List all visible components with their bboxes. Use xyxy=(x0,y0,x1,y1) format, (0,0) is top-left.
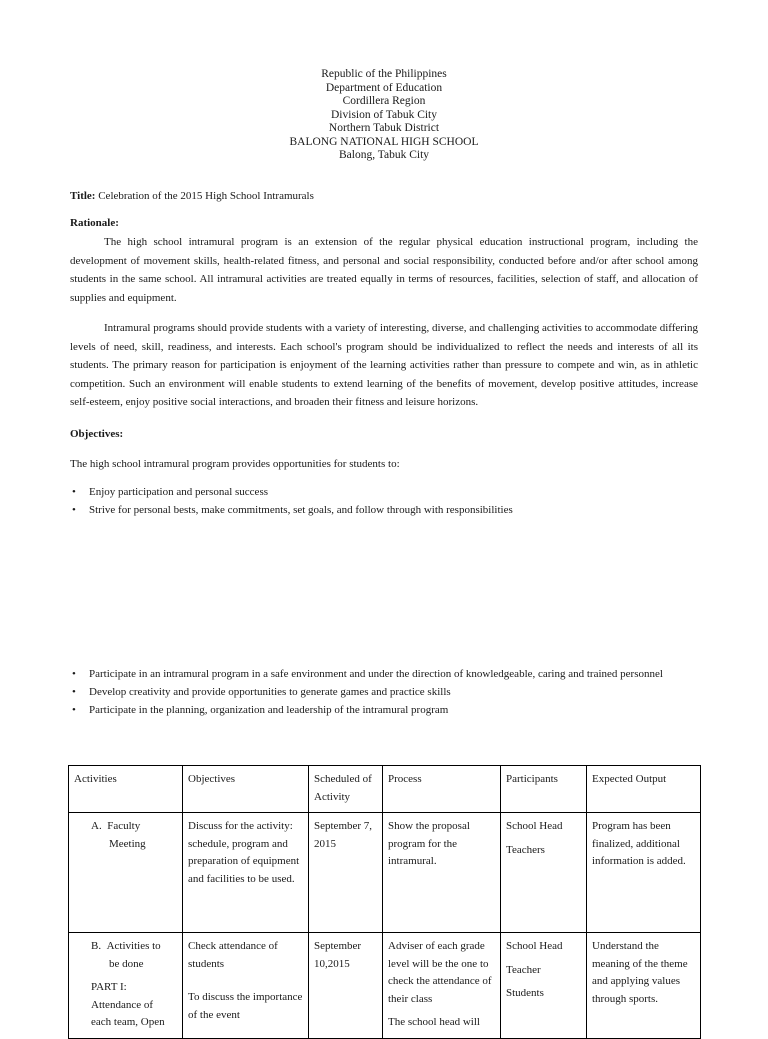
activity-heading xyxy=(91,938,177,956)
table-cell xyxy=(501,813,587,933)
header-line: Division of Tabuk City xyxy=(331,108,437,121)
activity-letter: B. xyxy=(91,940,102,952)
column-header: Participants xyxy=(501,766,587,813)
table-cell: September 7, 2015 xyxy=(309,813,383,933)
activity-plan-table xyxy=(68,765,701,1039)
header-line: Balong, Tabuk City xyxy=(338,149,430,161)
table-row xyxy=(69,813,701,933)
objectives-intro: The high school intramural program provides opportunities for students to: xyxy=(70,458,400,470)
activity-letter: A. xyxy=(91,820,102,832)
objectives-list-b xyxy=(70,665,710,719)
activity-name-cont: Meeting xyxy=(109,837,146,850)
part-text: Attendance of xyxy=(91,998,153,1011)
title-label: Title: xyxy=(70,190,96,202)
table-cell xyxy=(69,813,183,933)
list-item: • Participate in the planning, organization and leadership of the intramural program xyxy=(70,701,710,719)
participant: Students xyxy=(506,987,544,999)
header-line: Republic of the Philippines xyxy=(321,68,447,80)
participant: School Head xyxy=(506,820,563,832)
process-text: The school head will xyxy=(388,1016,480,1028)
process-text: Adviser of each grade level will be the one to check the attendance of their class xyxy=(388,940,492,1005)
title-text: Celebration of the 2015 High School Intramurals xyxy=(98,190,314,202)
objectives-heading: Objectives: xyxy=(70,428,124,440)
table-header-row xyxy=(69,766,701,813)
header-line: Department of Education xyxy=(325,81,443,94)
table-cell: September 10,2015 xyxy=(309,933,383,1039)
activity-name: Activities to xyxy=(106,940,161,952)
part-text: each team, Open xyxy=(91,1016,165,1028)
rationale-paragraph-2: Intramural programs should provide students with a variety of interesting, diverse, and challenging activities to accommodate differing levels of need, skill, readiness, and interests. Each school's program should be individualized to reflect the needs and interests of all its students. The primary reason for participation is enjoyment of the learning activities rather than pressure to compete and win, as in athletic competition. Such an environment will enable students to extend learning of the benefits of movement, develop positive attitudes, increase self-esteem, enjoy positive social interactions, and broaden their fitness and leisure horizons. xyxy=(70,322,698,408)
column-header: Expected Output xyxy=(587,766,701,813)
table-cell: Understand the meaning of the theme and applying values through sports. xyxy=(587,933,701,1039)
column-header: Scheduled of Activity xyxy=(309,766,383,813)
activity-name: Faculty xyxy=(107,820,141,832)
table-cell: Program has been finalized, additional information is added. xyxy=(587,813,701,933)
school-name: BALONG NATIONAL HIGH SCHOOL xyxy=(289,135,479,148)
document-header xyxy=(0,68,768,163)
participant: Teacher xyxy=(506,963,541,976)
table-cell: Discuss for the activity: schedule, program and preparation of equipment and facilities to be used. xyxy=(183,813,309,933)
table-cell xyxy=(69,933,183,1039)
column-header: Process xyxy=(383,766,501,813)
table-row xyxy=(69,933,701,1039)
list-item: • Develop creativity and provide opportunities to generate games and practice skills xyxy=(70,683,710,701)
header-line: Northern Tabuk District xyxy=(328,122,440,134)
activity-name-cont: be done xyxy=(109,957,144,970)
activity-heading xyxy=(91,818,177,836)
list-item: • Participate in an intramural program in a safe environment and under the direction of knowledgeable, caring and trained personnel xyxy=(70,665,710,683)
objective-text: Check attendance of students xyxy=(188,940,278,970)
header-line: Cordillera Region xyxy=(342,95,426,107)
list-item: • Enjoy participation and personal success xyxy=(70,483,710,501)
participant: School Head xyxy=(506,940,563,952)
table-cell: Show the proposal program for the intramural. xyxy=(383,813,501,933)
column-header: Objectives xyxy=(183,766,309,813)
objectives-list-a xyxy=(70,483,710,519)
part-label: PART I: xyxy=(91,981,127,993)
participant: Teachers xyxy=(506,843,545,856)
rationale-heading: Rationale: xyxy=(70,217,119,229)
column-header: Activities xyxy=(69,766,183,813)
rationale-paragraph-1: The high school intramural program is an extension of the regular physical education instructional program, including the development of movement skills, health-related fitness, and personal and social responsibility, conducted before and/or after school among students in the same school. All intramural activities are treated equally in terms of resources, facilities, selection of staff, and allocation of supplies and equipment. xyxy=(70,236,698,304)
table-cell xyxy=(501,933,587,1039)
table-cell xyxy=(183,933,309,1039)
objective-text: To discuss the importance of the event xyxy=(188,991,303,1021)
title-line xyxy=(70,187,698,206)
table-cell xyxy=(383,933,501,1039)
list-item: • Strive for personal bests, make commitments, set goals, and follow through with responsibilities xyxy=(70,501,710,519)
